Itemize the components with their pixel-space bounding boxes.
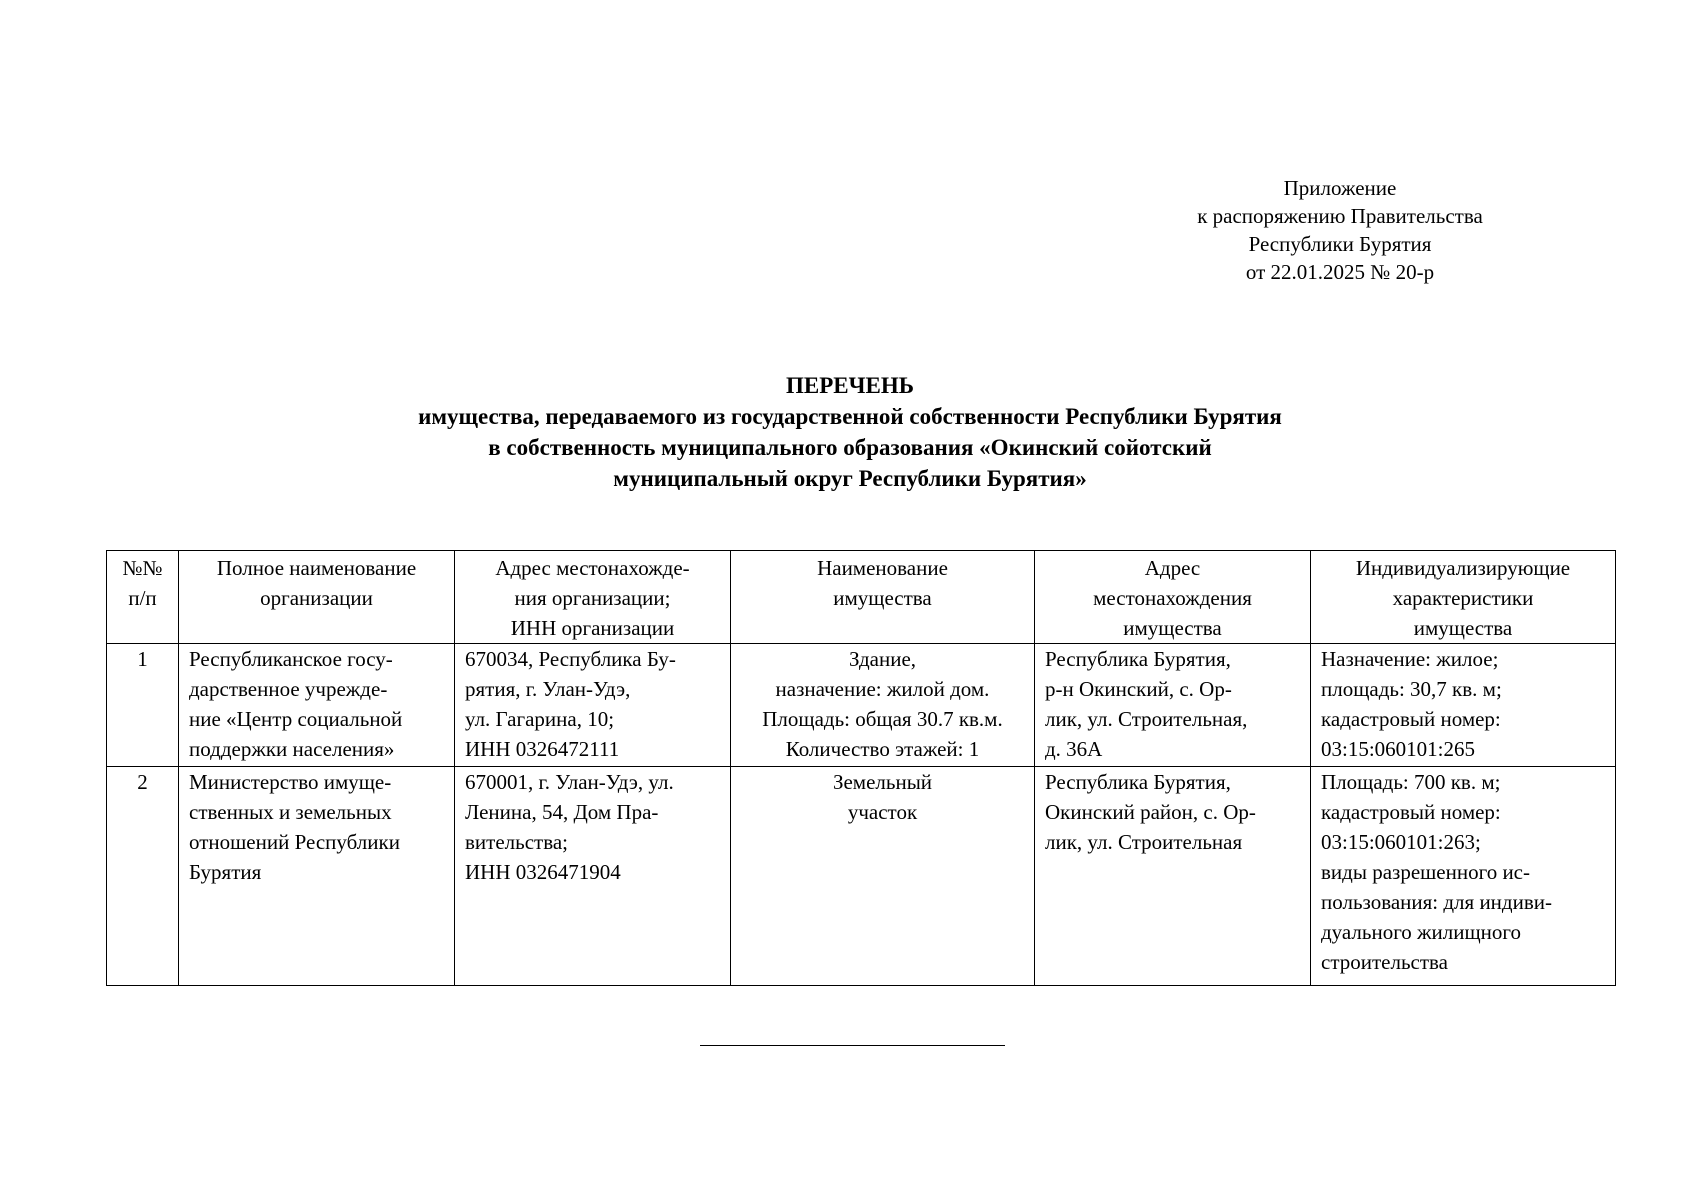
header-text: Адрес местонахожде- — [495, 556, 690, 580]
cell-property-name — [731, 644, 1035, 767]
cell-line: Республика Бурятия, — [1045, 770, 1231, 794]
table-row — [107, 644, 1616, 767]
cell-characteristics — [1311, 644, 1616, 767]
property-table — [106, 550, 1616, 986]
cell-line: Республика Бурятия, — [1045, 647, 1231, 671]
appendix-note — [1120, 174, 1560, 286]
cell-line: дарственное учрежде- — [189, 677, 388, 701]
appendix-decree-ref: к распоряжению Правительства — [1197, 204, 1483, 228]
cell-line: р-н Окинский, с. Ор- — [1045, 677, 1232, 701]
header-text: п/п — [128, 586, 157, 610]
cell-line: ИНН 0326472111 — [465, 737, 620, 761]
header-text: местонахождения — [1093, 586, 1252, 610]
header-property-address — [1035, 551, 1311, 644]
cell-line: Министерство имуще- — [189, 770, 392, 794]
header-text: Индивидуализирующие — [1355, 556, 1571, 580]
header-text: Полное наименование — [216, 556, 417, 580]
header-characteristics — [1311, 551, 1616, 644]
header-text: имущества — [833, 586, 932, 610]
cell-line: лик, ул. Строительная — [1045, 830, 1243, 854]
cell-number: 2 — [107, 767, 179, 986]
cell-characteristics — [1311, 767, 1616, 986]
cell-line: виды разрешенного ис- — [1321, 860, 1530, 884]
cell-line: 03:15:060101:263; — [1321, 830, 1481, 854]
cell-line: 670001, г. Улан-Удэ, ул. — [465, 770, 674, 794]
appendix-label: Приложение — [1283, 176, 1397, 200]
cell-line: Назначение: жилое; — [1321, 647, 1499, 671]
title-line-3: муниципальный округ Республики Бурятия» — [613, 466, 1087, 491]
header-text: имущества — [1123, 616, 1222, 640]
title-line-2: в собственность муниципального образования «Окинский сойотский — [488, 435, 1212, 460]
cell-number: 1 — [107, 644, 179, 767]
cell-line: д. 36А — [1045, 737, 1103, 761]
cell-line: назначение: жилой дом. — [775, 677, 990, 701]
cell-line: Окинский район, с. Ор- — [1045, 800, 1256, 824]
cell-line: Площадь: 700 кв. м; — [1321, 770, 1501, 794]
cell-line: поддержки населения» — [189, 737, 395, 761]
table-header-row — [107, 551, 1616, 644]
cell-property-address — [1035, 644, 1311, 767]
cell-org-name — [179, 644, 455, 767]
cell-line: 03:15:060101:265 — [1321, 737, 1476, 761]
cell-line: лик, ул. Строительная, — [1045, 707, 1248, 731]
cell-line: площадь: 30,7 кв. м; — [1321, 677, 1502, 701]
cell-line: кадастровый номер: — [1321, 707, 1501, 731]
cell-line: строительства — [1321, 950, 1449, 974]
header-text: ИНН организации — [510, 616, 675, 640]
cell-line: Площадь: общая 30.7 кв.м. — [762, 707, 1003, 731]
title-heading: ПЕРЕЧЕНЬ — [786, 373, 914, 398]
header-text: №№ — [122, 556, 163, 580]
cell-line: Ленина, 54, Дом Пра- — [465, 800, 659, 824]
cell-line: Республиканское госу- — [189, 647, 393, 671]
cell-line: кадастровый номер: — [1321, 800, 1501, 824]
cell-org-name — [179, 767, 455, 986]
cell-org-address — [455, 644, 731, 767]
table-row — [107, 767, 1616, 986]
cell-line: Бурятия — [189, 860, 262, 884]
cell-line: ственных и земельных — [189, 800, 392, 824]
header-org-name — [179, 551, 455, 644]
cell-line: пользования: для индиви- — [1321, 890, 1552, 914]
header-text: имущества — [1413, 616, 1513, 640]
cell-property-name — [731, 767, 1035, 986]
cell-line: рятия, г. Улан-Удэ, — [465, 677, 631, 701]
header-text: характеристики — [1392, 586, 1534, 610]
closing-divider — [700, 1045, 1005, 1046]
cell-line: ние «Центр социальной — [189, 707, 403, 731]
appendix-date-number: от 22.01.2025 № 20-р — [1245, 260, 1435, 284]
appendix-government: Республики Бурятия — [1248, 232, 1432, 256]
header-text: ния организации; — [514, 586, 671, 610]
header-text: организации — [260, 586, 373, 610]
cell-line: Здание, — [848, 647, 917, 671]
title-line-1: имущества, передаваемого из государственной собственности Республики Бурятия — [418, 404, 1282, 429]
document-title — [200, 370, 1500, 494]
header-text: Наименование — [817, 556, 948, 580]
cell-line: ул. Гагарина, 10; — [465, 707, 615, 731]
cell-line: вительства; — [465, 830, 569, 854]
header-property-name — [731, 551, 1035, 644]
cell-line: участок — [847, 800, 918, 824]
cell-line: Количество этажей: 1 — [785, 737, 980, 761]
cell-property-address — [1035, 767, 1311, 986]
cell-line: 670034, Республика Бу- — [465, 647, 676, 671]
header-org-address — [455, 551, 731, 644]
cell-org-address — [455, 767, 731, 986]
header-text: Адрес — [1144, 556, 1201, 580]
cell-line: дуального жилищного — [1321, 920, 1522, 944]
header-number — [107, 551, 179, 644]
cell-line: отношений Республики — [189, 830, 400, 854]
cell-line: ИНН 0326471904 — [465, 860, 621, 884]
cell-line: Земельный — [832, 770, 933, 794]
